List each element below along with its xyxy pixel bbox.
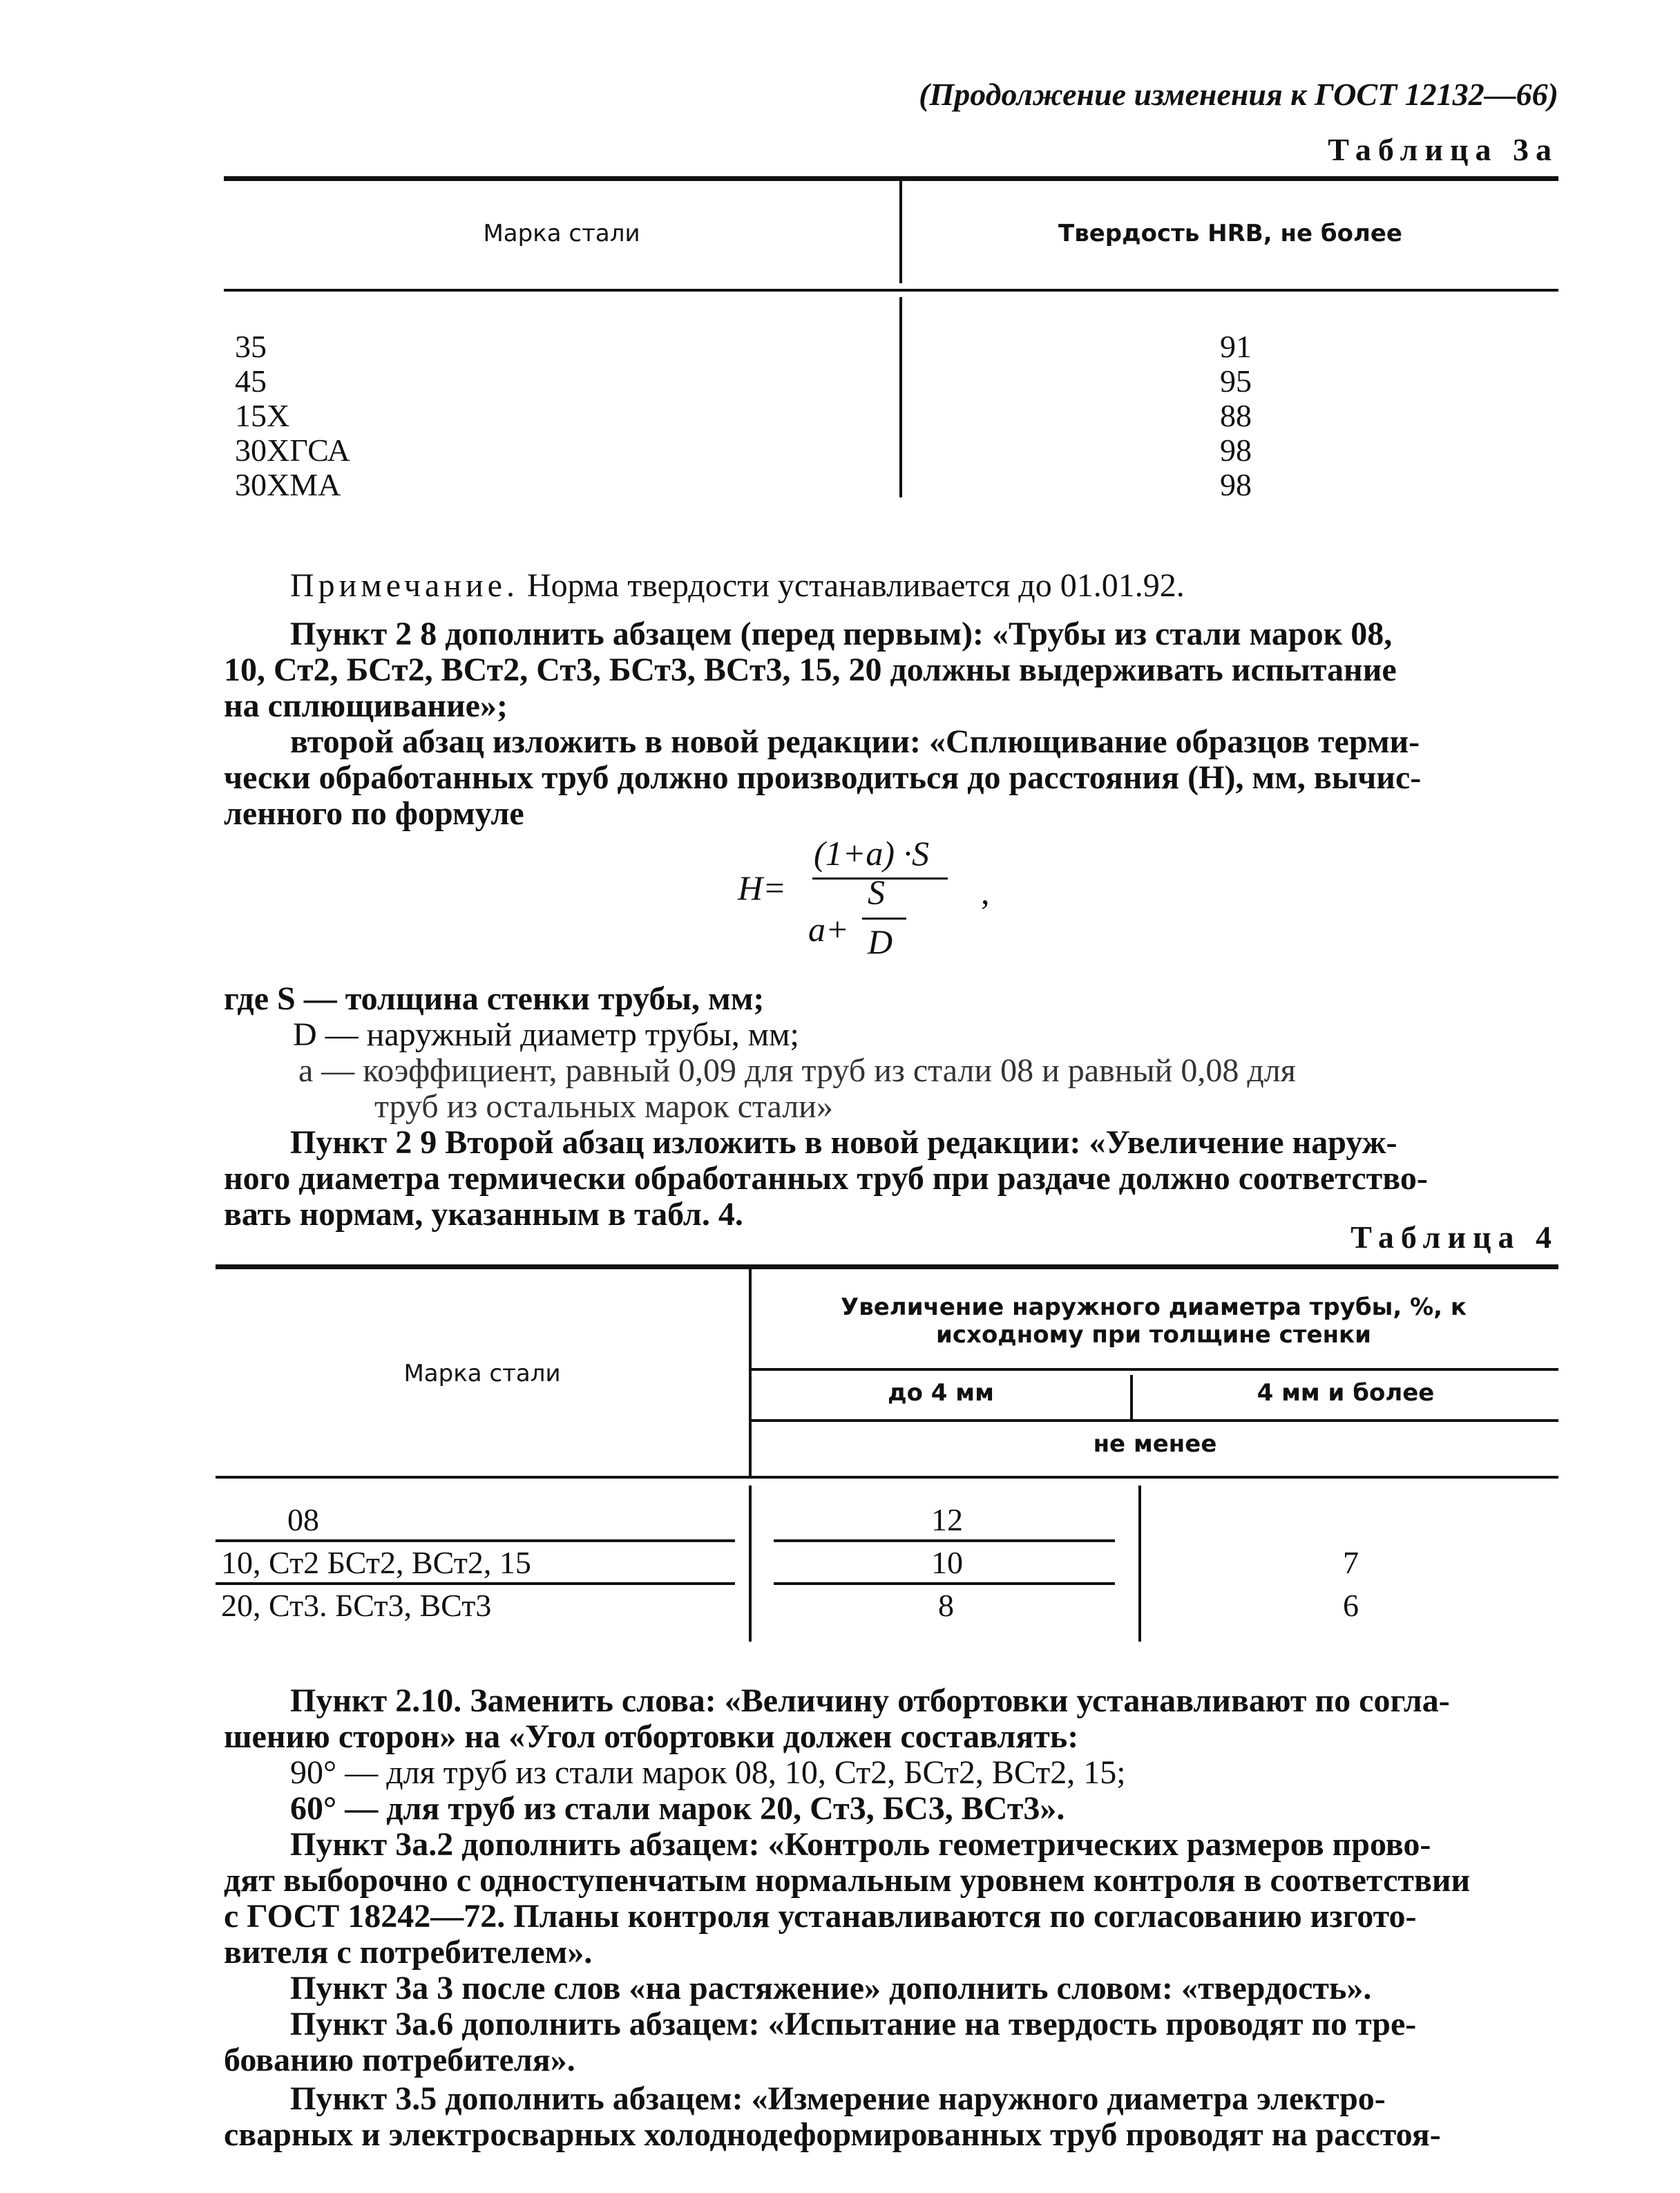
table-4-sub-common: не менее (1093, 1430, 1217, 1458)
formula-inner-denominator-prefix: a+ (808, 910, 849, 949)
where-d-line: D — наружный диаметр трубы, мм; (293, 1016, 799, 1053)
table-4-label: Таблица 4 (1350, 1219, 1558, 1255)
grade-cell: 20, Ст3. БСт3, ВСт3 (221, 1588, 492, 1623)
formula-comma: , (981, 873, 990, 911)
over4-cell: 7 (1343, 1545, 1359, 1580)
table-3a-col-grade-header: Марка стали (483, 220, 640, 247)
table-4-sub-to4-header: до 4 мм (888, 1379, 994, 1407)
grade-cell: 15Х (235, 398, 290, 433)
paragraph-2-8-line: на сплющивание»; (224, 687, 508, 724)
continuation-header: (Продолжение изменения к ГОСТ 12132—66) (919, 77, 1558, 112)
table-3a-body-divider (899, 297, 902, 497)
paragraph-3a6-line: бованию потребителя». (224, 2042, 575, 2078)
formula-numerator: (1+a) ·S (814, 834, 930, 873)
note-text: Норма твердости устанавливается до 01.01.92. (526, 567, 1185, 604)
table-4-sub-over4-header: 4 мм и более (1257, 1379, 1435, 1407)
hardness-cell: 91 (1220, 329, 1252, 364)
over4-cell: 6 (1343, 1588, 1359, 1623)
grade-cell: 45 (235, 363, 267, 399)
table-4-body-divider-1 (749, 1485, 752, 1642)
table-4-row-rule (216, 1582, 735, 1585)
grade-cell: 30ХГСА (235, 433, 350, 468)
grade-cell: 08 (287, 1502, 319, 1537)
paragraph-2-8b-line: второй абзац изложить в новой редакции: «Сплющивание образцов терми- (290, 723, 1420, 760)
paragraph-2-8-line: Пункт 2 8 дополнить абзацем (перед первым): «Трубы из стали марок 08, (290, 616, 1393, 652)
grade-cell: 10, Ст2 БСт2, ВСт2, 15 (221, 1545, 531, 1580)
note-line (290, 568, 1185, 604)
paragraph-3-5-line: сварных и электросварных холоднодеформированных труб проводят на расстоя- (224, 2116, 1441, 2153)
paragraph-2-8b-line: чески обработанных труб должно производиться до расстояния (Н), мм, вычис- (224, 759, 1422, 796)
table-4-row-rule (774, 1539, 1115, 1542)
paragraph-3a2-line: Пункт 3а.2 дополнить абзацем: «Контроль геометрических размеров прово- (290, 1826, 1431, 1863)
table-4-body-divider-2 (1138, 1485, 1141, 1642)
paragraph-2-10-line: 60° — для труб из стали марок 20, Ст3, БС3, ВСт3». (290, 1790, 1065, 1827)
where-a-line: a — коэффициент, равный 0,09 для труб из стали 08 и равный 0,08 для (298, 1052, 1296, 1089)
table-4-row-rule (774, 1582, 1115, 1585)
where-a-line: труб из остальных марок стали» (374, 1088, 833, 1125)
table-4-group-header: Увеличение наружного диаметра трубы, %, к исходному при толщине стенки (841, 1293, 1467, 1349)
hardness-cell: 88 (1220, 398, 1252, 433)
note-prefix: Примечание. (290, 567, 519, 604)
formula-lhs: H= (738, 868, 786, 907)
paragraph-2-10-line: шению сторон» на «Угол отбортовки должен составлять: (224, 1718, 1079, 1755)
to4-cell: 10 (931, 1545, 963, 1580)
formula-inner-fraction-bar (862, 918, 906, 920)
paragraph-3a2-line: с ГОСТ 18242—72. Планы контроля устанавливаются по согласованию изгото- (224, 1898, 1417, 1935)
paragraph-2-8-line: 10, Ст2, БСт2, ВСт2, Ст3, БСт3, ВСт3, 15, 20 должны выдерживать испытание (224, 652, 1397, 688)
paragraph-3a6-line: Пункт 3а.6 дополнить абзацем: «Испытание на твердость проводят по тре- (290, 2006, 1417, 2042)
paragraph-2-10-line: 90° — для труб из стали марок 08, 10, Ст2, БСт2, ВСт2, 15; (290, 1754, 1126, 1791)
where-s-line: где S — толщина стенки трубы, мм; (224, 980, 765, 1017)
table-4-group-rule (752, 1368, 1558, 1371)
to4-cell: 8 (938, 1588, 954, 1623)
table-4-row-rule (216, 1539, 735, 1542)
paragraph-2-9-line: ного диаметра термически обработанных труб при раздаче должно соответство- (224, 1160, 1428, 1197)
table-4-top-rule (216, 1264, 1558, 1269)
grade-cell: 35 (235, 329, 267, 364)
table-4-sub-rule (752, 1419, 1558, 1422)
table-3a-label: Таблица 3а (1328, 132, 1558, 167)
formula-inner-numerator: S (868, 873, 885, 911)
grade-cell: 30ХМА (235, 467, 341, 502)
table-4-col-grade-header: Марка стали (403, 1360, 561, 1387)
paragraph-3a2-line: дят выборочно с одноступенчатым нормальным уровнем контроля в соответствии (224, 1862, 1471, 1899)
formula-inner-denominator: D (868, 922, 893, 961)
hardness-cell: 98 (1220, 467, 1252, 502)
table-3a-col-hardness-header: Твердость HRB, не более (1058, 220, 1402, 247)
paragraph-3a2-line: вителя с потребителем». (224, 1934, 593, 1971)
table-3a-top-rule (224, 176, 1558, 181)
to4-cell: 12 (931, 1502, 963, 1537)
paragraph-3-5-line: Пункт 3.5 дополнить абзацем: «Измерение наружного диаметра электро- (290, 2080, 1386, 2117)
paragraph-2-9-line: вать нормам, указанным в табл. 4. (224, 1196, 743, 1233)
paragraph-2-8b-line: ленного по формуле (224, 795, 524, 832)
hardness-cell: 98 (1220, 433, 1252, 468)
paragraph-3a3-line: Пункт 3а 3 после слов «на растяжение» дополнить словом: «твердость». (290, 1970, 1372, 2006)
paragraph-2-10-line: Пункт 2.10. Заменить слова: «Величину отбортовки устанавливают по согла- (290, 1682, 1450, 1719)
hardness-cell: 95 (1220, 363, 1252, 399)
table-3a-header-rule (224, 289, 1558, 292)
paragraph-2-9-line: Пункт 2 9 Второй абзац изложить в новой редакции: «Увеличение наруж- (290, 1124, 1397, 1161)
table-4-header-rule (216, 1476, 1558, 1479)
